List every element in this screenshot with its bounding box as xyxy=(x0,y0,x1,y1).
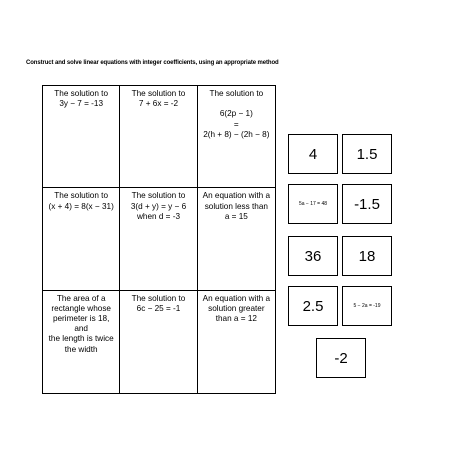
answer-card-value: -1.5 xyxy=(354,195,380,213)
answer-card-value: 2.5 xyxy=(302,297,324,315)
answer-card xyxy=(342,236,392,276)
answer-card-value: 36 xyxy=(304,247,322,265)
answer-card xyxy=(288,134,338,174)
answer-card xyxy=(288,184,338,224)
grid-cell: The solution to 6c − 25 = -1 xyxy=(120,291,197,393)
answer-card-value: -2 xyxy=(334,349,348,367)
answer-card-value: 1.5 xyxy=(356,145,378,163)
worksheet-title: Construct and solve linear equations with integer coefficients, using an appropriate method xyxy=(26,60,279,66)
grid-cell: The solution to 3y − 7 = -13 xyxy=(43,86,120,188)
grid-cell: An equation with a solution less than a = 15 xyxy=(198,188,275,290)
answer-card xyxy=(288,236,338,276)
grid-cell: The solution to (x + 4) = 8(x − 31) xyxy=(43,188,120,290)
answer-card xyxy=(342,134,392,174)
grid-cell: The solution to 6(2p − 1) = 2(h + 8) − (2h − 8) xyxy=(198,86,275,188)
grid-cell: The area of a rectangle whose perimeter is 18, and the length is twice the width xyxy=(43,291,120,393)
answer-card-value: 5 − 2a = -19 xyxy=(353,302,381,309)
answer-card-value: 5a − 17 = 48 xyxy=(298,200,328,207)
answer-card xyxy=(342,184,392,224)
answer-card-value: 4 xyxy=(308,145,318,163)
answer-card xyxy=(342,286,392,326)
answer-card-value: 18 xyxy=(358,247,376,265)
grid-cell: The solution to 7 + 6x = -2 xyxy=(120,86,197,188)
answer-card xyxy=(288,286,338,326)
grid-cell: An equation with a solution greater than a = 12 xyxy=(202,293,271,324)
grid-cell: The solution to 3(d + y) = y − 6 when d = -3 xyxy=(120,188,197,290)
question-grid xyxy=(42,85,276,394)
answer-card xyxy=(316,338,366,378)
